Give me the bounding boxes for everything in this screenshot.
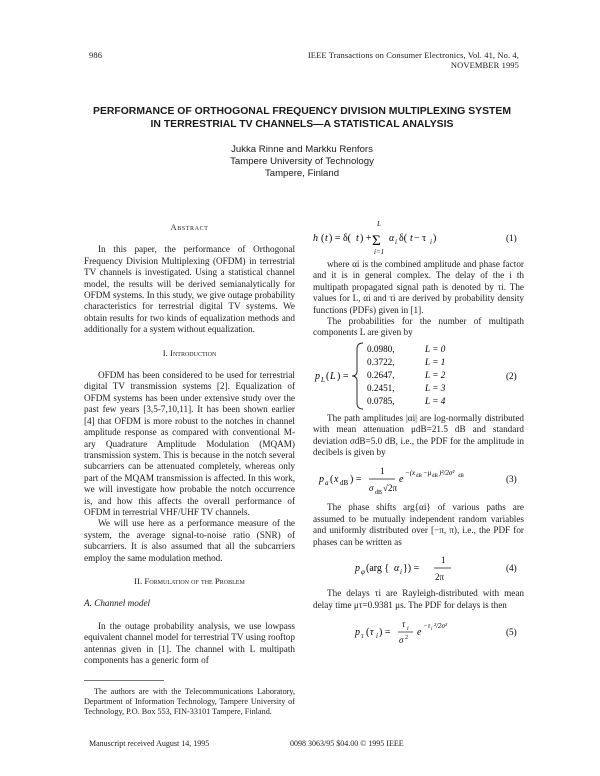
right-column	[313, 213, 524, 651]
svg-text:e: e	[417, 626, 422, 638]
equation-4	[313, 548, 524, 588]
svg-text:dB: dB	[416, 474, 422, 480]
prob-value-0: 0.0980,	[367, 343, 395, 354]
prob-condition-4: L = 4	[425, 395, 446, 406]
page-number: 986	[89, 50, 103, 60]
svg-text:τ: τ	[361, 631, 364, 640]
prob-condition-2: L = 2	[425, 369, 446, 380]
svg-text:L: L	[321, 375, 325, 384]
paper-title	[80, 105, 524, 131]
svg-text:L: L	[377, 220, 381, 228]
svg-text:p: p	[315, 370, 320, 382]
svg-text:(: (	[366, 626, 370, 638]
svg-text:i: i	[376, 631, 378, 640]
svg-text:dB: dB	[432, 474, 438, 480]
svg-text:α: α	[394, 563, 400, 575]
svg-text:) +: ) +	[360, 233, 372, 244]
svg-text:t: t	[356, 233, 359, 244]
author-location: Tampere, Finland	[264, 168, 340, 179]
svg-text:p: p	[355, 626, 360, 638]
abstract-text: In this paper, the performance of Orthogonal Frequency Division Multiplexing (OFDM) in terrestrial TV channels is investigated. Using a statistical channel model, the results will be derived semianalytically for OFDM systems. In this study, we give outage probability characteristics for terrestrial digital TV systems. We obtain results for two kinds of equalization methods and additionally for a system without equalization.	[84, 244, 295, 335]
svg-text:i: i	[395, 238, 397, 246]
multipath-probability-paragraph: The probabilities for the number of multipath components L are given by	[313, 316, 524, 338]
svg-text:τ: τ	[370, 626, 374, 638]
section-1-heading: I. Introduction	[162, 347, 217, 358]
author-block	[80, 144, 524, 180]
svg-text:φ: φ	[361, 568, 365, 577]
svg-text:(: (	[330, 474, 334, 486]
equation-1	[313, 213, 524, 259]
svg-text:δ(: δ(	[399, 233, 408, 244]
svg-text:α: α	[389, 233, 395, 244]
copyright-line: 0098 3063/95 $04.00 © 1995 IEEE	[290, 739, 404, 748]
equation-5-number: (5)	[506, 626, 517, 637]
author-affiliation: Tampere University of Technology	[230, 156, 374, 167]
svg-text:dB: dB	[458, 474, 464, 480]
author-footnote: The authors are with the Telecommunications Laboratory, Department of Information Technology, Tampere University of Technology, P.O. Box 553, FIN-33101 Tampere, Finland.	[84, 687, 295, 716]
svg-text:σ: σ	[399, 634, 404, 645]
svg-text:i=1: i=1	[374, 248, 385, 256]
prob-condition-1: L = 1	[425, 356, 446, 367]
equation-3-number: (3)	[506, 474, 517, 485]
svg-text:p: p	[319, 474, 324, 486]
amplitude-distribution-paragraph: The path amplitudes |αi| are log-normally distributed with mean attenuation μdB=21.5 dB and standard deviation σdB=5.0 dB, i.e., the PDF for the amplitude in decibels is given by	[313, 412, 524, 458]
svg-text:)²/2σ²: )²/2σ²	[439, 469, 455, 478]
abstract-heading: Abstract	[170, 222, 209, 232]
svg-text:²/2σ²: ²/2σ²	[434, 621, 448, 630]
svg-text:√2π: √2π	[383, 483, 397, 494]
svg-text:}) =: }) =	[403, 563, 420, 575]
svg-text:h: h	[313, 233, 318, 244]
subsection-a-heading: A. Channel model	[84, 598, 151, 609]
manuscript-received-note: Manuscript received August 14, 1995	[89, 739, 210, 748]
svg-text:Σ: Σ	[372, 233, 381, 249]
svg-text:a: a	[325, 479, 329, 488]
equation-4-number: (4)	[506, 563, 517, 574]
equation-3	[313, 458, 524, 502]
svg-text:) =: ) =	[337, 370, 349, 382]
equation-2-number: (2)	[506, 370, 517, 381]
intro-paragraph-2: We will use here as a performance measure of the system, the average signal-to-noise ratio (SNR) of subcarriers. It is also assumed that all the subcarriers employ the same modulation method.	[84, 518, 295, 563]
svg-text:i: i	[430, 238, 432, 246]
svg-text:): )	[433, 233, 437, 244]
footnote-rule	[84, 680, 164, 681]
svg-text:p: p	[355, 563, 360, 575]
svg-text:dB: dB	[375, 490, 383, 497]
equation-5	[313, 611, 524, 651]
svg-text:−τ: −τ	[423, 621, 431, 630]
prob-value-1: 0.3722,	[367, 356, 395, 367]
journal-running-head: IEEE Transactions on Consumer Electronics, Vol. 41, No. 4, NOVEMBER 1995	[307, 50, 519, 70]
prob-value-2: 0.2647,	[367, 369, 395, 380]
prob-condition-0: L = 0	[425, 343, 446, 354]
phase-distribution-paragraph: The phase shifts arg{αi} of various paths are assumed to be mutually independent random variables and uniformly distributed over [−π, π), i.e., the PDF for phases can be written as	[313, 502, 524, 547]
svg-text:2: 2	[405, 634, 408, 641]
svg-text:i: i	[431, 626, 433, 632]
channel-model-paragraph: In the outage probability analysis, we use lowpass equivalent channel model for terrestrial TV using rooftop antennas given in [1]. The channel with L multipath components has a generic form of	[84, 620, 295, 665]
svg-text:) =: ) =	[379, 626, 391, 638]
title-line-2: IN TERRESTRIAL TV CHANNELS—A STATISTICAL ANALYSIS	[150, 119, 454, 130]
svg-text:L: L	[330, 370, 336, 382]
svg-text:) =: ) =	[350, 474, 362, 486]
svg-text:2π: 2π	[435, 572, 445, 583]
svg-text:) = δ(: ) = δ(	[329, 233, 352, 244]
alpha-definition-paragraph: where αi is the combined amplitude and phase factor and it is in general complex. The delay of the i th multipath propagated signal path is denoted by τi. The values for L, αi and τi are derived by probability density functions (PDFs) given in [1].	[313, 259, 524, 315]
intro-paragraph-1: OFDM has been considered to be used for terrestrial digital TV transmission systems [2]. Equalization of OFDM systems has been under extensive study over the past few years [3,5-7,10,11]. It has been shown earlier [4] that OFDM is more robust to the notches in channel amplitude response as compared with conventional M-ary Quadrature Amplitude Modulation (MQAM) transmission system. This is because in the notch several subcarriers can be attenuated completely, whereas only part of the MQAM transmission is affected. In this work, we will investigate how probable the notch occurrence is, and how this affects the overall performance of OFDM in terrestrial VHF/UHF TV channels.	[84, 370, 295, 517]
svg-text:τ: τ	[402, 618, 406, 629]
svg-text:e: e	[399, 474, 404, 486]
svg-text:(arg {: (arg {	[366, 563, 390, 575]
svg-text:dB: dB	[340, 479, 349, 488]
prob-value-4: 0.0785,	[367, 395, 395, 406]
svg-text:−μ: −μ	[423, 469, 432, 478]
svg-text:−(x: −(x	[405, 469, 416, 478]
title-line-1: PERFORMANCE OF ORTHOGONAL FREQUENCY DIVISION MULTIPLEXING SYSTEM	[93, 106, 511, 117]
svg-text:x: x	[334, 474, 339, 486]
svg-text:(: (	[321, 233, 325, 244]
svg-text:− τ: − τ	[414, 233, 427, 244]
prob-condition-3: L = 3	[425, 382, 446, 393]
equation-2	[313, 339, 524, 413]
delay-distribution-paragraph: The delays τi are Rayleigh-distributed with mean delay time μτ=0.9381 μs. The PDF for delays is then	[313, 588, 524, 610]
svg-text:σ: σ	[369, 483, 374, 494]
svg-text:t: t	[325, 233, 328, 244]
svg-text:1: 1	[441, 555, 446, 566]
left-column	[84, 216, 295, 716]
svg-text:(: (	[326, 370, 330, 382]
equation-1-number: (1)	[506, 233, 517, 243]
svg-text:i: i	[407, 625, 409, 632]
author-names: Jukka Rinne and Markku Renfors	[231, 144, 373, 155]
svg-text:1: 1	[380, 466, 385, 477]
section-2-heading: II. Formulation of the Problem	[134, 575, 245, 586]
svg-text:i: i	[400, 568, 402, 577]
prob-value-3: 0.2451,	[367, 382, 395, 393]
svg-text:t: t	[410, 233, 413, 244]
